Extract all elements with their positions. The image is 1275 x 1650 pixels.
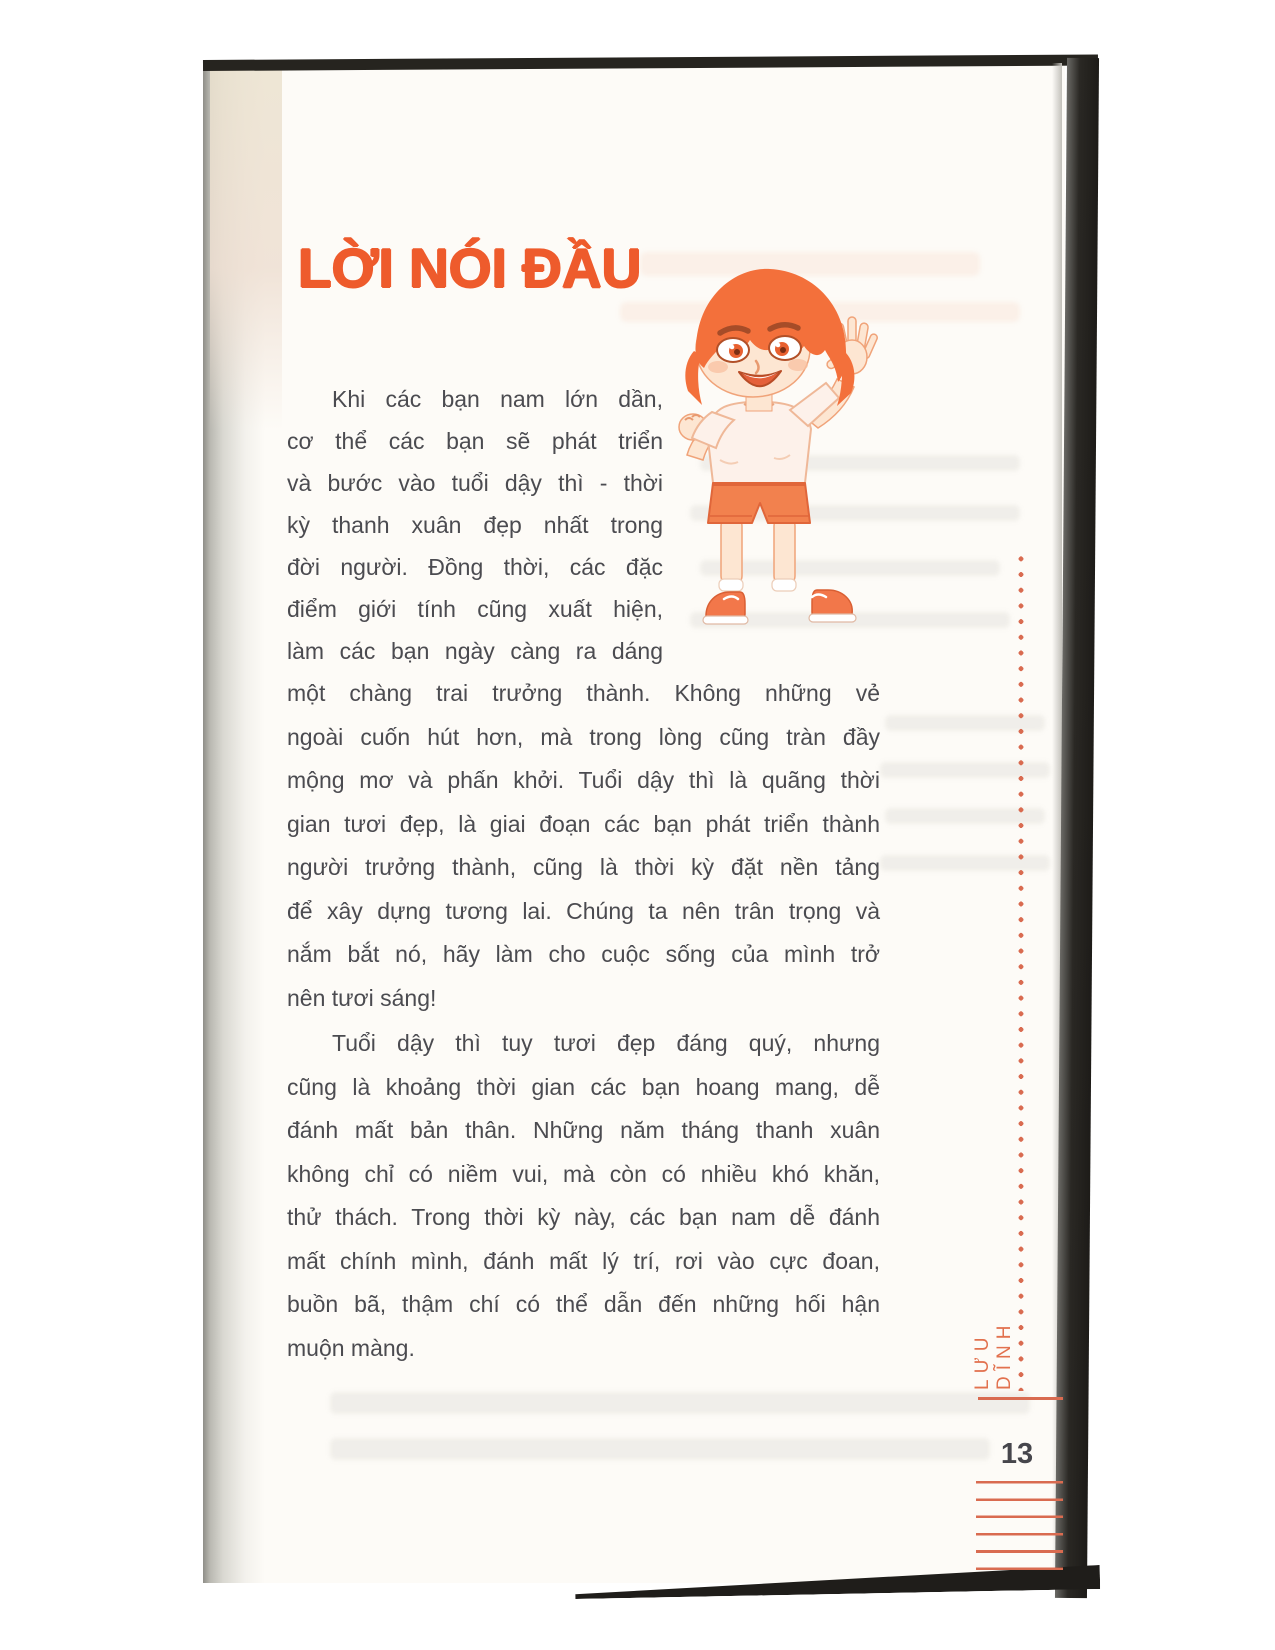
text-line: buồn bã, thậm chí có thể dẫn đến những hối hận bbox=[287, 1291, 880, 1317]
bleed-through-mark bbox=[880, 855, 1050, 871]
text-line: cơ thể các bạn sẽ phát triển bbox=[287, 428, 663, 454]
text-line: làm các bạn ngày càng ra dáng bbox=[287, 638, 663, 664]
text-line: thử thách. Trong thời kỳ này, các bạn nam dễ đánh bbox=[287, 1204, 880, 1230]
bleed-through-mark bbox=[330, 1392, 1030, 1414]
text-line: Tuổi dậy thì tuy tươi đẹp đáng quý, nhưng bbox=[332, 1030, 880, 1056]
text-line: người trưởng thành, cũng là thời kỳ đặt nền tảng bbox=[287, 854, 880, 880]
bleed-through-mark bbox=[880, 762, 1050, 778]
page-title: LỜI NÓI ĐẦU bbox=[298, 237, 642, 299]
text-line: ngoài cuốn hút hơn, mà trong lòng cũng tràn đầy bbox=[287, 723, 880, 750]
text-line: một chàng trai trưởng thành. Không những vẻ bbox=[287, 680, 880, 706]
page-spine-edge bbox=[210, 70, 282, 430]
boy-legs bbox=[719, 517, 796, 591]
page-number: 13 bbox=[1000, 1438, 1034, 1470]
text-line: kỳ thanh xuân đẹp nhất trong bbox=[287, 512, 663, 538]
bleed-through-mark bbox=[330, 1438, 990, 1460]
text-line: không chỉ có niềm vui, mà còn có nhiều khó khăn, bbox=[287, 1160, 880, 1187]
text-line: điểm giới tính cũng xuất hiện, bbox=[287, 596, 663, 622]
text-line: gian tươi đẹp, là giai đoạn các bạn phát triển thành bbox=[287, 810, 880, 837]
margin-ruled-lines bbox=[976, 1481, 1063, 1573]
text-line: đời người. Đồng thời, các đặc bbox=[287, 554, 663, 580]
paragraph-intro-wide bbox=[287, 672, 880, 1020]
text-line: Khi các bạn nam lớn dần, bbox=[332, 386, 663, 412]
waving-boy-illustration bbox=[640, 255, 900, 635]
dotted-separator bbox=[1018, 551, 1024, 1391]
text-line: đánh mất bản thân. Những năm tháng thanh xuân bbox=[287, 1117, 880, 1143]
text-line: muộn màng. bbox=[287, 1334, 415, 1361]
text-line: nắm bắt nó, hãy làm cho cuộc sống của mình trở bbox=[287, 941, 880, 967]
text-line: nên tươi sáng! bbox=[287, 984, 437, 1011]
text-line: để xây dựng tương lai. Chúng ta nên trân trọng và bbox=[287, 897, 880, 924]
text-line: cũng là khoảng thời gian các bạn hoang mang, dễ bbox=[287, 1073, 880, 1100]
margin-author-name: LƯU DĨNH bbox=[972, 1319, 1015, 1390]
text-line: mất chính mình, đánh mất lý trí, rơi vào cực đoan, bbox=[287, 1247, 880, 1274]
paragraph-second bbox=[287, 1022, 880, 1370]
margin-rule-line bbox=[978, 1397, 1063, 1400]
paragraph-intro-narrow bbox=[287, 378, 663, 672]
boy-shoes bbox=[703, 590, 856, 624]
boy-shorts bbox=[708, 483, 810, 523]
text-line: và bước vào tuổi dậy thì - thời bbox=[287, 470, 663, 496]
text-line: mộng mơ và phấn khởi. Tuổi dậy thì là quãng thời bbox=[287, 767, 880, 793]
